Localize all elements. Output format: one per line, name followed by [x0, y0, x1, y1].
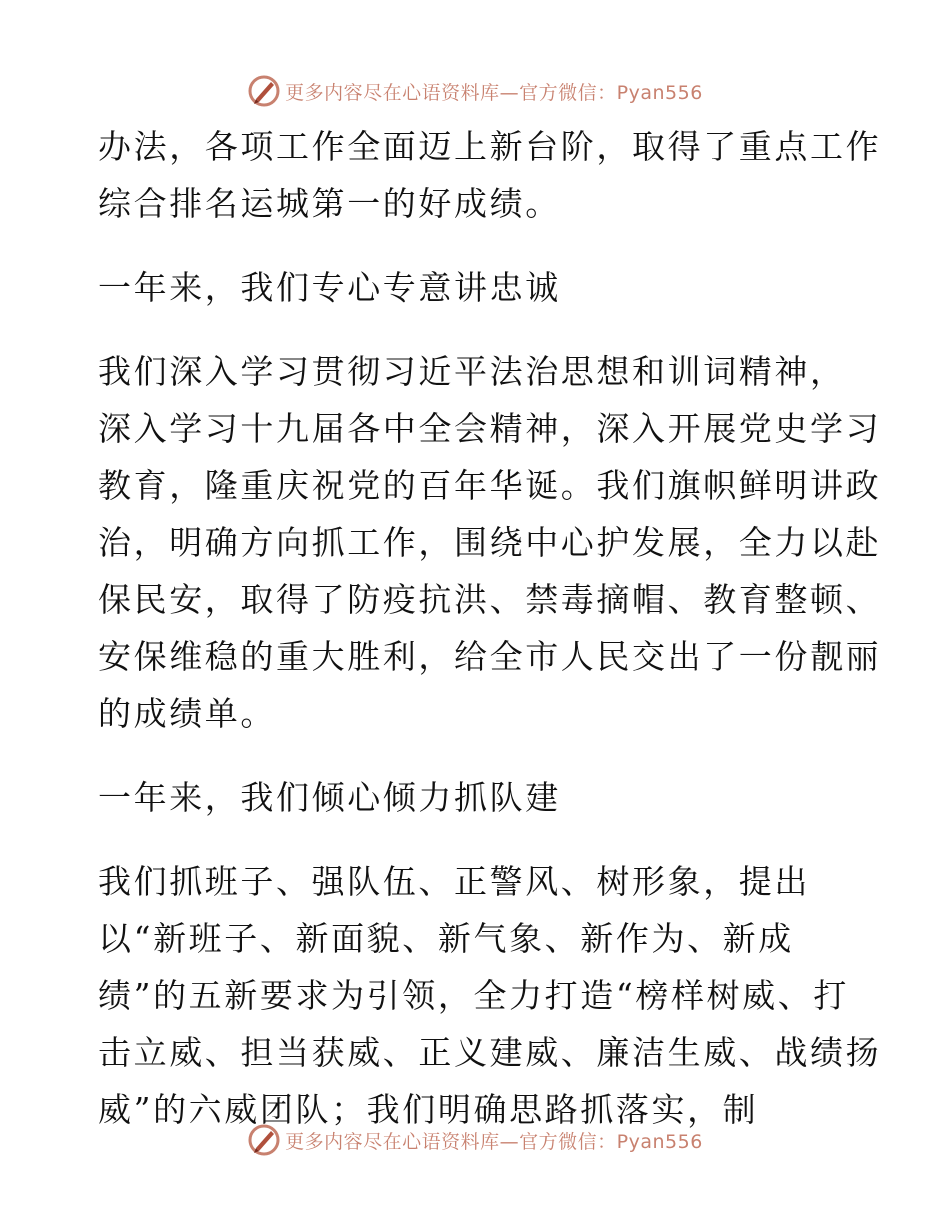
text-line: 我们深入学习贯彻习近平法治思想和训词精神， — [98, 352, 846, 391]
footer-banner-text: 更多内容尽在心语资料库—官方微信：Pyan556 — [285, 1130, 703, 1153]
paragraph-2 — [98, 343, 882, 742]
paragraph-1 — [98, 118, 882, 232]
section-heading-team-building: 一年来，我们倾心倾力抓队建 — [98, 778, 561, 817]
pen-logo-icon — [247, 74, 281, 108]
text-line: 绩”的五新要求为引领，全力打造“榜样树威、打 — [98, 976, 849, 1015]
text-line: 威”的六威团队；我们明确思路抓落实，制 — [98, 1090, 759, 1129]
header-banner — [0, 71, 950, 111]
text-line: 的成绩单。 — [98, 694, 276, 733]
paragraph-3 — [98, 853, 882, 1138]
text-line: 保民安，取得了防疫抗洪、禁毒摘帽、教育整顿、 — [98, 580, 882, 619]
footer-banner — [0, 1120, 950, 1160]
text-line: 综合排名运城第一的好成绩。 — [98, 184, 561, 223]
text-line: 以“新班子、新面貌、新气象、新作为、新成 — [98, 919, 794, 958]
text-line: 治，明确方向抓工作，围绕中心护发展，全力以赴 — [98, 523, 882, 562]
text-line: 办法，各项工作全面迈上新台阶，取得了重点工作 — [98, 127, 882, 166]
section-heading-loyalty: 一年来，我们专心专意讲忠诚 — [98, 268, 561, 307]
text-line: 深入学习十九届各中全会精神，深入开展党史学习 — [98, 409, 882, 448]
header-banner-text: 更多内容尽在心语资料库—官方微信：Pyan556 — [285, 81, 703, 104]
text-line: 教育，隆重庆祝党的百年华诞。我们旗帜鲜明讲政 — [98, 466, 882, 505]
pen-logo-icon — [247, 1123, 281, 1157]
text-line: 击立威、担当获威、正义建威、廉洁生威、战绩扬 — [98, 1033, 882, 1072]
document-body — [98, 118, 882, 1138]
text-line: 安保维稳的重大胜利，给全市人民交出了一份靓丽 — [98, 637, 882, 676]
text-line: 我们抓班子、强队伍、正警风、树形象，提出 — [98, 862, 810, 901]
